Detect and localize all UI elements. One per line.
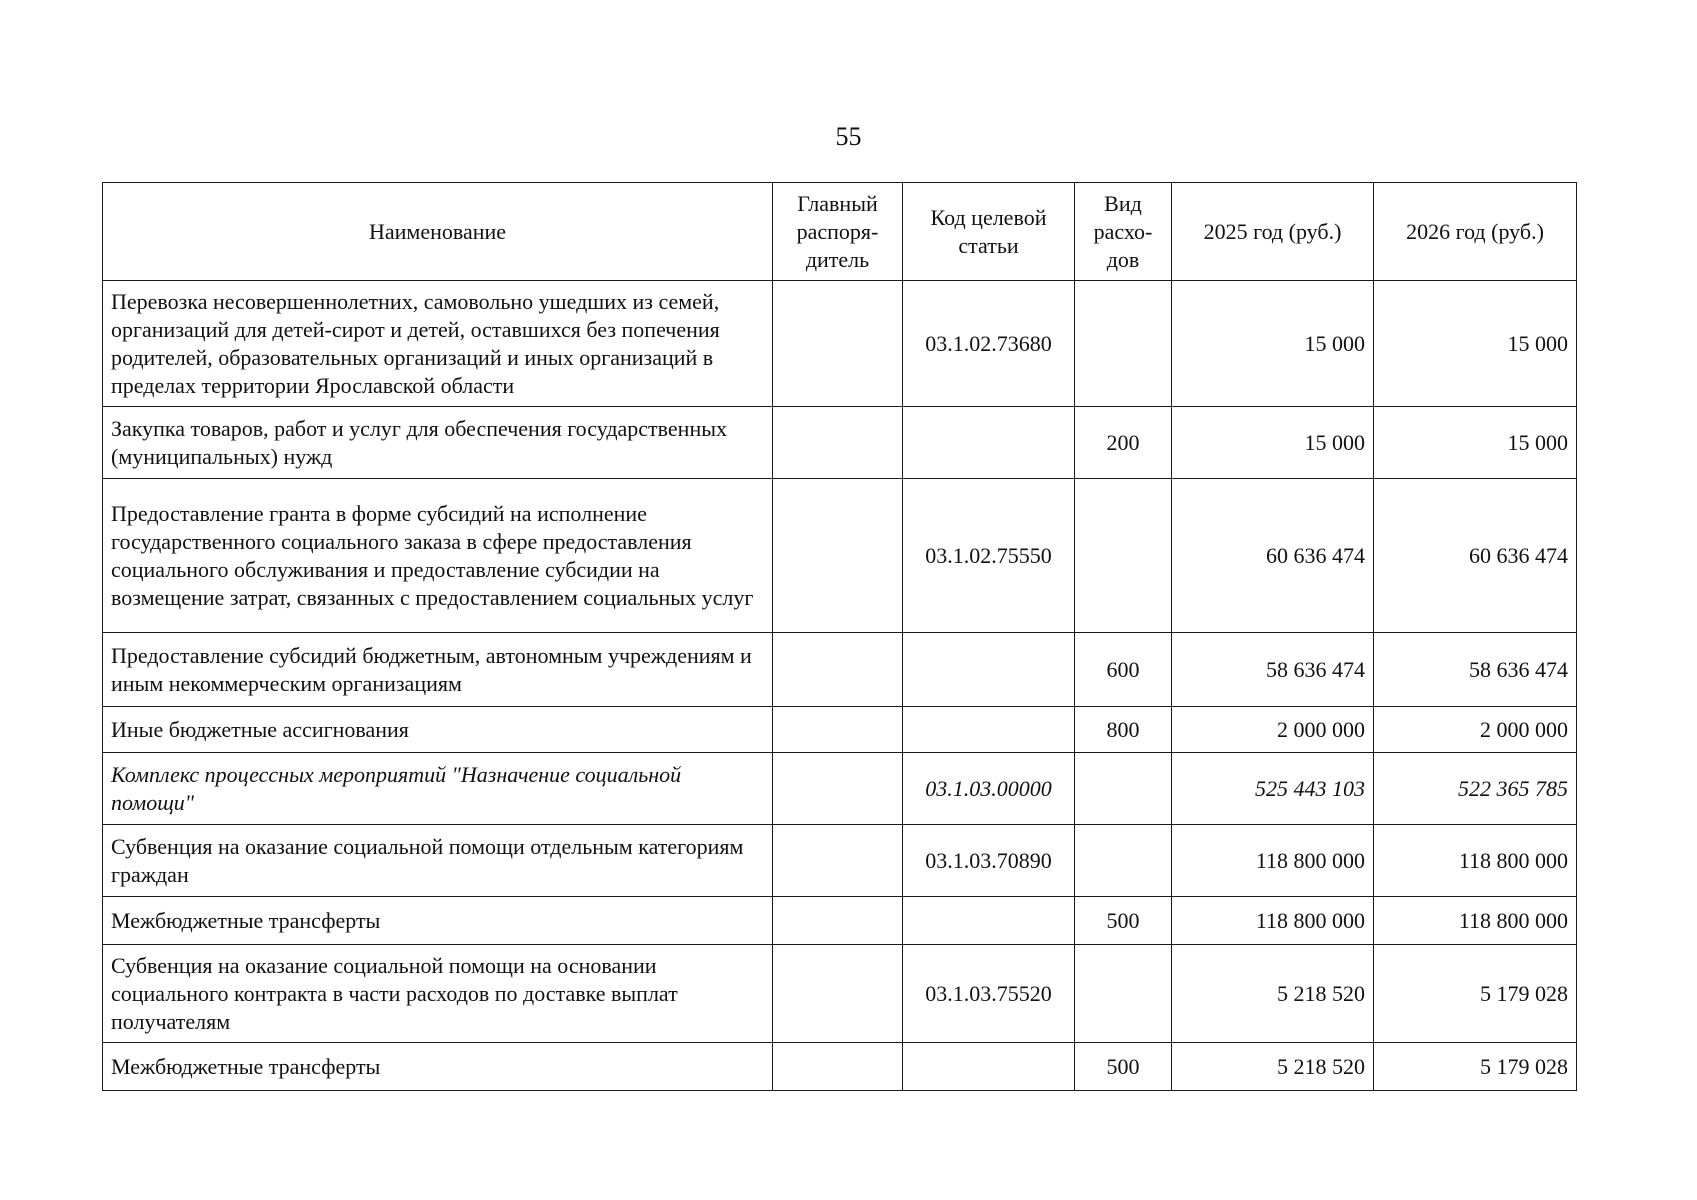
row-name: Межбюджетные трансферты xyxy=(103,897,773,945)
table-row xyxy=(103,281,1577,407)
row-2026: 58 636 474 xyxy=(1374,633,1577,707)
table-row xyxy=(103,633,1577,707)
table-row xyxy=(103,753,1577,825)
row-type xyxy=(1075,825,1172,897)
row-code xyxy=(903,1043,1075,1091)
row-2025: 15 000 xyxy=(1172,407,1374,479)
row-name: Субвенция на оказание социальной помощи отдельным категориям граждан xyxy=(103,825,773,897)
row-type: 800 xyxy=(1075,707,1172,753)
row-name: Закупка товаров, работ и услуг для обеспечения государственных (муниципальных) нужд xyxy=(103,407,773,479)
header-admin: Главный распоря-дитель xyxy=(773,183,903,281)
row-type xyxy=(1075,479,1172,633)
row-code: 03.1.03.70890 xyxy=(903,825,1075,897)
row-admin xyxy=(773,633,903,707)
row-type: 200 xyxy=(1075,407,1172,479)
row-type: 500 xyxy=(1075,1043,1172,1091)
row-2026: 15 000 xyxy=(1374,407,1577,479)
row-type: 500 xyxy=(1075,897,1172,945)
row-type xyxy=(1075,281,1172,407)
row-name: Предоставление субсидий бюджетным, автономным учреждениям и иным некоммерческим организациям xyxy=(103,633,773,707)
header-2026: 2026 год (руб.) xyxy=(1374,183,1577,281)
header-code: Код целевой статьи xyxy=(903,183,1075,281)
page-number: 55 xyxy=(835,122,862,151)
row-admin xyxy=(773,479,903,633)
row-2026: 60 636 474 xyxy=(1374,479,1577,633)
row-name: Межбюджетные трансферты xyxy=(103,1043,773,1091)
table-row xyxy=(103,897,1577,945)
row-2025: 118 800 000 xyxy=(1172,897,1374,945)
row-admin xyxy=(773,825,903,897)
row-admin xyxy=(773,407,903,479)
row-2025: 60 636 474 xyxy=(1172,479,1374,633)
row-2025: 15 000 xyxy=(1172,281,1374,407)
row-name: Иные бюджетные ассигнования xyxy=(103,707,773,753)
row-code: 03.1.02.75550 xyxy=(903,479,1075,633)
row-code xyxy=(903,633,1075,707)
row-admin xyxy=(773,897,903,945)
table-row xyxy=(103,825,1577,897)
table-row xyxy=(103,479,1577,633)
row-name: Комплекс процессных мероприятий "Назначение социальной помощи" xyxy=(103,753,773,825)
row-admin xyxy=(773,1043,903,1091)
row-name: Субвенция на оказание социальной помощи на основании социального контракта в части расходов по доставке выплат получателям xyxy=(103,945,773,1043)
row-2025: 5 218 520 xyxy=(1172,1043,1374,1091)
row-2026: 522 365 785 xyxy=(1374,753,1577,825)
row-admin xyxy=(773,707,903,753)
row-code xyxy=(903,407,1075,479)
row-type xyxy=(1075,753,1172,825)
row-type: 600 xyxy=(1075,633,1172,707)
table-header xyxy=(103,183,1577,281)
row-2025: 118 800 000 xyxy=(1172,825,1374,897)
header-2025: 2025 год (руб.) xyxy=(1172,183,1374,281)
header-name: Наименование xyxy=(103,183,773,281)
row-code xyxy=(903,897,1075,945)
row-admin xyxy=(773,281,903,407)
row-2026: 15 000 xyxy=(1374,281,1577,407)
budget-table xyxy=(102,182,1577,1091)
row-admin xyxy=(773,945,903,1043)
table-body xyxy=(103,281,1577,1091)
row-admin xyxy=(773,753,903,825)
row-2026: 5 179 028 xyxy=(1374,1043,1577,1091)
row-name: Перевозка несовершеннолетних, самовольно ушедших из семей, организаций для детей-сирот и детей, оставшихся без попечения родителей, образовательных организаций и иных организаций в пределах территории Ярославской области xyxy=(103,281,773,407)
row-2025: 525 443 103 xyxy=(1172,753,1374,825)
table-row xyxy=(103,707,1577,753)
row-2026: 5 179 028 xyxy=(1374,945,1577,1043)
row-name: Предоставление гранта в форме субсидий на исполнение государственного социального заказа в сфере предоставления социального обслуживания и предоставление субсидии на возмещение затрат, связанных с предоставлением социальных услуг xyxy=(103,479,773,633)
row-2025: 58 636 474 xyxy=(1172,633,1374,707)
row-code: 03.1.03.75520 xyxy=(903,945,1075,1043)
table-row xyxy=(103,945,1577,1043)
row-code xyxy=(903,707,1075,753)
row-2026: 118 800 000 xyxy=(1374,825,1577,897)
table-row xyxy=(103,407,1577,479)
row-code: 03.1.02.73680 xyxy=(903,281,1075,407)
row-2025: 5 218 520 xyxy=(1172,945,1374,1043)
row-code: 03.1.03.00000 xyxy=(903,753,1075,825)
header-type: Вид расхо-дов xyxy=(1075,183,1172,281)
row-2025: 2 000 000 xyxy=(1172,707,1374,753)
row-2026: 118 800 000 xyxy=(1374,897,1577,945)
row-2026: 2 000 000 xyxy=(1374,707,1577,753)
row-type xyxy=(1075,945,1172,1043)
table-row xyxy=(103,1043,1577,1091)
